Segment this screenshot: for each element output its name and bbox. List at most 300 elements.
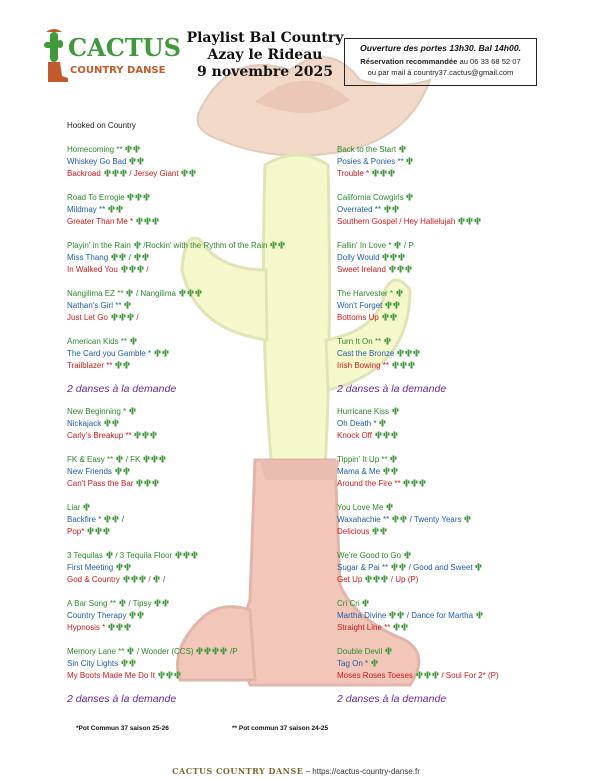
- dance-title: Back to the Start: [337, 145, 399, 154]
- cactus-icon: [166, 671, 173, 679]
- dance-group: [67, 144, 337, 192]
- cactus-icon: [464, 515, 471, 523]
- email-line: ou par mail à country37.cactus@gmail.com: [367, 68, 514, 77]
- cactus-icon: [130, 337, 137, 345]
- cactus-icon: [106, 551, 113, 559]
- cactus-icon: [158, 671, 165, 679]
- pot-commun-marker: **: [120, 337, 130, 346]
- cactus-icon: [388, 169, 395, 177]
- footer-website[interactable]: – https://cactus-country-danse.fr: [303, 767, 420, 776]
- dance-group: [337, 454, 607, 502]
- dance-entry: [337, 574, 607, 586]
- playlist-left-column: [67, 144, 337, 716]
- dance-title: A Bar Song: [67, 599, 110, 608]
- dance-title: Knock Off: [337, 431, 375, 440]
- cactus-icon: [127, 313, 134, 321]
- dance-entry: [337, 502, 607, 514]
- pot-commun-marker: **: [382, 361, 392, 370]
- dance-entry: [67, 168, 337, 180]
- pot-commun-marker: *: [366, 169, 372, 178]
- dance-title: Sweet Ireland: [337, 265, 389, 274]
- dance-title: Get Up: [337, 575, 365, 584]
- cactus-icon: [405, 349, 412, 357]
- dance-entry: [67, 216, 337, 228]
- dance-entry: [337, 300, 607, 312]
- cactus-icon: [137, 265, 144, 273]
- dance-alternative: / Nangilima: [133, 289, 179, 298]
- pot-commun-marker: *: [388, 241, 394, 250]
- cactus-icon: [104, 419, 111, 427]
- dance-entry: [67, 360, 337, 372]
- cactus-icon: [134, 253, 141, 261]
- dance-title: Carly's Breakup: [67, 431, 126, 440]
- cactus-country-danse-logo: [44, 28, 181, 84]
- dance-title: Delicious: [337, 527, 372, 536]
- dance-entry: [337, 216, 607, 228]
- cactus-icon: [183, 551, 190, 559]
- cactus-icon: [390, 455, 397, 463]
- dance-title: Tag On: [337, 659, 366, 668]
- dance-alternative: / FK: [123, 455, 143, 464]
- cactus-icon: [476, 611, 483, 619]
- dance-title: Road To Errogie: [67, 193, 127, 202]
- dance-title: My Boots Made Me Do It: [67, 671, 158, 680]
- dance-group: [337, 336, 607, 384]
- cactus-icon: [129, 659, 136, 667]
- cactus-icon: [119, 599, 126, 607]
- cactus-icon: [136, 217, 143, 225]
- pot-commun-marker: *: [81, 527, 87, 536]
- cactus-icon: [278, 241, 285, 249]
- dance-title: Overrated: [337, 205, 375, 214]
- cactus-icon: [204, 647, 211, 655]
- dance-entry: [337, 156, 607, 168]
- dance-group: [67, 550, 337, 598]
- dance-group: [67, 406, 337, 454]
- dance-title: Nangilima EZ: [67, 289, 118, 298]
- dance-entry: [67, 598, 337, 610]
- dance-title: Hypnosis: [67, 623, 103, 632]
- cactus-icon: [189, 169, 196, 177]
- dance-title: Mildmay: [67, 205, 100, 214]
- dance-entry: [67, 336, 337, 348]
- dance-title: New Beginning: [67, 407, 124, 416]
- dance-title: Backfire: [67, 515, 99, 524]
- dance-alternative: / Twenty Years: [407, 515, 464, 524]
- dance-entry: [337, 144, 607, 156]
- dance-title: FK & Easy: [67, 455, 108, 464]
- dance-alternative: / Dance for Martha: [404, 611, 476, 620]
- cactus-icon: [384, 205, 391, 213]
- dance-title: Playin' in the Rain: [67, 241, 134, 250]
- dance-title: Posies & Ponies: [337, 157, 398, 166]
- dance-title: Cast the Bronze: [337, 349, 397, 358]
- cactus-logo-icon: [44, 29, 68, 82]
- cactus-icon: [111, 253, 118, 261]
- cactus-icon: [144, 479, 151, 487]
- footer: [0, 766, 592, 776]
- cactus-icon: [384, 337, 391, 345]
- dance-title: Country Therapy: [67, 611, 129, 620]
- cactus-icon: [390, 253, 397, 261]
- pot-commun-marker: *: [102, 623, 108, 632]
- cactus-icon: [389, 265, 396, 273]
- dance-entry: [337, 288, 607, 300]
- dance-title: Nickajack: [67, 419, 104, 428]
- dance-alternative: / Soul For 2* (P): [439, 671, 499, 680]
- dance-title: We're Good to Go: [337, 551, 404, 560]
- cactus-icon: [372, 169, 379, 177]
- cactus-icon: [150, 431, 157, 439]
- cactus-icon: [154, 349, 161, 357]
- cactus-icon: [123, 361, 130, 369]
- dance-title: Trouble: [337, 169, 367, 178]
- dance-title: Nathan's Girl: [67, 301, 116, 310]
- dance-entry: [67, 466, 337, 478]
- cactus-icon: [179, 289, 186, 297]
- cactus-icon: [137, 157, 144, 165]
- dance-group: [67, 192, 337, 240]
- dance-title: Double Devil: [337, 647, 385, 656]
- cactus-icon: [397, 349, 404, 357]
- dance-title: American Kids: [67, 337, 121, 346]
- pot-commun-marker: **: [381, 455, 390, 464]
- pot-commun-marker: **: [107, 455, 116, 464]
- request-dances-label: 2 danses à la demande: [67, 693, 177, 705]
- cactus-icon: [181, 169, 188, 177]
- dance-entry: [337, 406, 607, 418]
- pot-commun-marker: **: [109, 599, 119, 608]
- logo-subtitle: COUNTRY DANSE: [70, 65, 166, 76]
- cactus-icon: [389, 611, 396, 619]
- dance-alternative: / Tipsy: [126, 599, 154, 608]
- request-dances-label: 2 danses à la demande: [67, 383, 177, 395]
- cactus-icon: [383, 467, 390, 475]
- dance-title: Fallin' In Love: [337, 241, 389, 250]
- dance-title: Dolly Would: [337, 253, 382, 262]
- pot-commun-marker: **: [382, 515, 392, 524]
- dance-group: [337, 502, 607, 550]
- dance-entry: [67, 622, 337, 634]
- cactus-icon: [124, 623, 131, 631]
- dance-group: [67, 336, 337, 384]
- dance-title: California Cowgirls: [337, 193, 406, 202]
- dance-title: Around the Fire: [337, 479, 395, 488]
- cactus-icon: [162, 599, 169, 607]
- dance-entry: [337, 526, 607, 538]
- dance-title: The Card you Gamble: [67, 349, 148, 358]
- cactus-icon: [152, 479, 159, 487]
- dance-entry: [67, 348, 337, 360]
- cactus-icon: [115, 361, 122, 369]
- dance-group: [337, 144, 607, 192]
- dance-title: Martha Divine: [337, 611, 389, 620]
- dance-title: Liar: [67, 503, 83, 512]
- dance-title: Straight Line: [337, 623, 385, 632]
- cactus-icon: [191, 551, 198, 559]
- dance-entry: [67, 514, 337, 526]
- cactus-icon: [124, 301, 131, 309]
- event-title: [170, 30, 360, 81]
- dance-title: Greater Than Me: [67, 217, 130, 226]
- dance-entry: [67, 192, 337, 204]
- cactus-icon: [133, 145, 140, 153]
- cactus-icon: [383, 431, 390, 439]
- cactus-icon: [220, 647, 227, 655]
- dance-alternative: / Jersey Giant: [127, 169, 181, 178]
- cactus-icon: [151, 455, 158, 463]
- dance-entry: [337, 312, 607, 324]
- dance-title: Hurricane Kiss: [337, 407, 392, 416]
- cactus-icon: [373, 575, 380, 583]
- cactus-icon: [142, 253, 149, 261]
- dance-title: You Love Me: [337, 503, 386, 512]
- cactus-icon: [399, 563, 406, 571]
- cactus-icon: [406, 157, 413, 165]
- cactus-icon: [362, 599, 369, 607]
- cactus-icon: [400, 515, 407, 523]
- dance-entry: [67, 204, 337, 216]
- cactus-icon: [125, 145, 132, 153]
- dance-title: In Walked You: [67, 265, 121, 274]
- request-dances-label: 2 danses à la demande: [337, 383, 447, 395]
- cactus-icon: [416, 671, 423, 679]
- cactus-icon: [371, 659, 378, 667]
- pot-commun-marker: **: [106, 361, 115, 370]
- cactus-icon: [124, 563, 131, 571]
- cactus-icon: [174, 671, 181, 679]
- dance-title: Turn It On: [337, 337, 375, 346]
- cactus-icon: [382, 313, 389, 321]
- cactus-icon: [405, 265, 412, 273]
- pot-commun-marker: *: [373, 419, 379, 428]
- cactus-icon: [104, 169, 111, 177]
- cactus-icon: [391, 563, 398, 571]
- cactus-icon: [129, 407, 136, 415]
- dance-entry: [67, 550, 337, 562]
- cactus-icon: [152, 217, 159, 225]
- dance-entry: [67, 574, 337, 586]
- cactus-icon: [139, 575, 146, 583]
- dance-entry: [337, 264, 607, 276]
- cactus-icon: [175, 551, 182, 559]
- cactus-icon: [195, 289, 202, 297]
- dance-group: [337, 406, 607, 454]
- cactus-icon: [408, 361, 415, 369]
- cactus-icon: [382, 253, 389, 261]
- cactus-icon: [119, 313, 126, 321]
- footnote-pot-commun-24-25: ** Pot commun 37 saison 24-25: [232, 725, 329, 732]
- dance-group: [337, 598, 607, 646]
- cactus-icon: [153, 575, 160, 583]
- dance-entry: [67, 502, 337, 514]
- dance-group: [67, 646, 337, 694]
- dance-entry: [337, 514, 607, 526]
- cactus-icon: [119, 253, 126, 261]
- cactus-icon: [365, 575, 372, 583]
- cactus-icon: [159, 455, 166, 463]
- cactus-icon: [108, 623, 115, 631]
- pot-commun-marker: **: [394, 479, 403, 488]
- dance-entry: [67, 252, 337, 264]
- cactus-icon: [116, 455, 123, 463]
- phone-number: au 06 33 68 52 07: [457, 57, 521, 66]
- opening-hours: Ouverture des portes 13h30. Bal 14h00.: [360, 43, 521, 53]
- dance-alternative: / Up (P): [388, 575, 419, 584]
- pot-commun-marker: **: [118, 647, 127, 656]
- dance-entry: [337, 252, 607, 264]
- dance-title: Memory Lane: [67, 647, 119, 656]
- cactus-icon: [134, 241, 141, 249]
- pot-commun-marker: **: [374, 205, 384, 214]
- dance-entry: [337, 598, 607, 610]
- cactus-icon: [116, 563, 123, 571]
- dance-entry: [337, 466, 607, 478]
- cactus-icon: [131, 575, 138, 583]
- dance-entry: [337, 622, 607, 634]
- dance-entry: [67, 156, 337, 168]
- cactus-icon: [196, 647, 203, 655]
- dance-entry: [337, 454, 607, 466]
- cactus-icon: [392, 361, 399, 369]
- dance-title: Tippin' It Up: [337, 455, 382, 464]
- cactus-icon: [392, 407, 399, 415]
- pot-commun-marker: **: [381, 563, 391, 572]
- dance-group: [67, 502, 337, 550]
- dance-entry: [67, 144, 337, 156]
- dance-entry: [67, 562, 337, 574]
- cactus-icon: [385, 647, 392, 655]
- dance-alternative: /: [119, 515, 124, 524]
- pot-commun-marker: *: [147, 349, 154, 358]
- dance-entry: [67, 264, 337, 276]
- title-line-2: Azay le Rideau: [207, 47, 323, 63]
- pot-commun-marker: **: [116, 145, 125, 154]
- dance-entry: [67, 478, 337, 490]
- cactus-icon: [103, 527, 110, 535]
- dance-entry: [67, 312, 337, 324]
- cactus-icon: [424, 671, 431, 679]
- dance-entry: [67, 670, 337, 682]
- cactus-icon: [87, 527, 94, 535]
- dance-entry: [337, 348, 607, 360]
- dance-title: Trailblazer: [67, 361, 107, 370]
- cactus-icon: [143, 455, 150, 463]
- dance-alternative: /: [146, 575, 153, 584]
- dance-suffix: /: [160, 575, 166, 584]
- dance-entry: [67, 300, 337, 312]
- dance-entry: [337, 562, 607, 574]
- cactus-icon: [413, 349, 420, 357]
- dance-entry: [337, 168, 607, 180]
- dance-group: [337, 192, 607, 240]
- cactus-icon: [466, 217, 473, 225]
- cactus-icon: [379, 419, 386, 427]
- dance-title: Oh Death: [337, 419, 374, 428]
- dance-entry: [67, 658, 337, 670]
- dance-entry: [67, 646, 337, 658]
- cactus-icon: [391, 467, 398, 475]
- dance-title: 3 Tequilas: [67, 551, 106, 560]
- cactus-icon: [380, 169, 387, 177]
- dance-alternative: / P: [401, 241, 414, 250]
- cactus-icon: [397, 611, 404, 619]
- cactus-icon: [411, 479, 418, 487]
- cactus-icon: [386, 503, 393, 511]
- dance-entry: [337, 192, 607, 204]
- cactus-icon: [397, 265, 404, 273]
- cactus-icon: [390, 313, 397, 321]
- cactus-icon: [381, 575, 388, 583]
- dance-entry: [337, 430, 607, 442]
- cactus-icon: [404, 551, 411, 559]
- footnote-pot-commun-25-26: *Pot Commun 37 saison 25-26: [76, 725, 169, 732]
- cactus-icon: [127, 647, 134, 655]
- dance-entry: [337, 360, 607, 372]
- pot-commun-marker: *: [389, 289, 396, 298]
- dance-alternative: / 3 Tequila Floor: [113, 551, 175, 560]
- dance-title: Sin City Lights: [67, 659, 121, 668]
- cactus-icon: [134, 431, 141, 439]
- dance-title: Mama & Me: [337, 467, 383, 476]
- cactus-icon: [475, 563, 482, 571]
- cactus-icon: [116, 205, 123, 213]
- cactus-icon: [115, 467, 122, 475]
- cactus-icon: [95, 527, 102, 535]
- dance-entry: [67, 526, 337, 538]
- title-line-1: Playlist Bal Country: [186, 30, 344, 46]
- cactus-icon: [392, 515, 399, 523]
- request-dances-label: 2 danses à la demande: [337, 693, 447, 705]
- dance-title: First Meeting: [67, 563, 116, 572]
- dance-entry: [337, 550, 607, 562]
- pot-commun-marker: **: [115, 301, 124, 310]
- cactus-icon: [474, 217, 481, 225]
- cactus-icon: [380, 527, 387, 535]
- cactus-icon: [143, 193, 150, 201]
- cactus-icon: [112, 515, 119, 523]
- playlist-right-column: [337, 144, 607, 716]
- cactus-icon: [393, 623, 400, 631]
- cactus-icon: [162, 349, 169, 357]
- pot-commun-marker: *: [130, 217, 136, 226]
- dance-entry: [337, 336, 607, 348]
- pot-commun-marker: **: [384, 623, 393, 632]
- cactus-icon: [142, 431, 149, 439]
- cactus-icon: [144, 217, 151, 225]
- cactus-icon: [111, 313, 118, 321]
- cactus-icon: [129, 157, 136, 165]
- dance-entry: [337, 670, 607, 682]
- cactus-icon: [123, 575, 130, 583]
- dance-title: Homecoming: [67, 145, 117, 154]
- pot-commun-marker: **: [125, 431, 134, 440]
- info-box: [344, 38, 537, 86]
- dance-title: New Friends: [67, 467, 115, 476]
- logo-title: CACTUS: [68, 33, 181, 62]
- cactus-icon: [212, 647, 219, 655]
- dance-entry: [67, 288, 337, 300]
- cactus-icon: [104, 515, 111, 523]
- cactus-icon: [385, 301, 392, 309]
- dance-title: Backroad: [67, 169, 104, 178]
- dance-title: Whiskey Go Bad: [67, 157, 129, 166]
- cactus-icon: [112, 169, 119, 177]
- dance-alternative: /Rockin' with the Rythm of the Rain: [141, 241, 270, 250]
- dance-title: Pop: [67, 527, 82, 536]
- dance-alternative: /: [126, 253, 134, 262]
- cactus-icon: [396, 289, 403, 297]
